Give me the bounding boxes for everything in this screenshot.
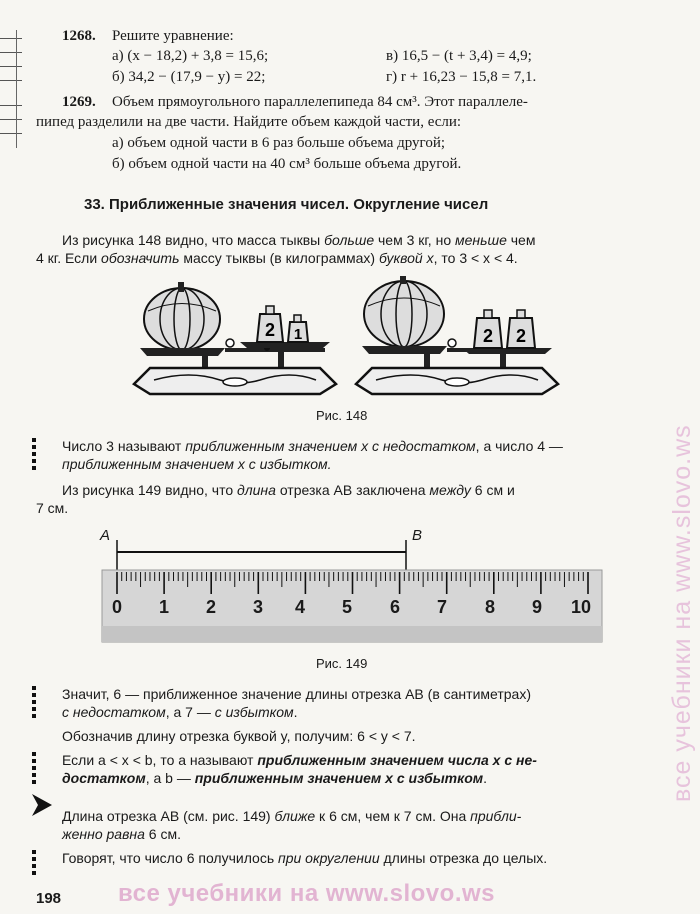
paragraph-1-line-2: 4 кг. Если обозначить массу тыквы (в килограммах) буквой x, то 3 < x < 4. [36, 250, 518, 266]
paragraph-6-marker [32, 850, 36, 878]
exercise-1269-a: а) объем одной части в 6 раз больше объема другой; [112, 135, 446, 151]
watermark-bottom: все учебники на www.slovo.ws [118, 880, 495, 907]
ruler-number-1: 1 [158, 597, 170, 617]
definition-2-marker [32, 752, 36, 787]
watermark-vertical: все учебники на www.slovo.ws [668, 424, 696, 802]
exercise-1269-line1: Объем прямоугольного параллелепипеда 84 см³. Этот параллеле- [112, 94, 528, 110]
paragraph-6: Говорят, что число 6 получилось при округлении длины отрезка до целых. [62, 850, 548, 866]
figure-148-scales [130, 276, 560, 402]
paragraph-2-line-1: Из рисунка 149 видно, что длина отрезка AB заключена между 6 см и [62, 482, 515, 498]
weight-label-4: 2 [515, 326, 527, 346]
paragraph-5-line-1: Длина отрезка AB (см. рис. 149) ближе к 6 см, чем к 7 см. Она прибли- [62, 808, 522, 824]
ruler-number-7: 7 [436, 597, 448, 617]
page-number: 198 [36, 890, 62, 907]
section-title: 33. Приближенные значения чисел. Округление чисел [84, 196, 489, 213]
paragraph-1-line-1: Из рисунка 148 видно, что масса тыквы больше чем 3 кг, но меньше чем [62, 232, 536, 248]
paragraph-3-marker [32, 686, 36, 721]
right-scale [356, 276, 558, 394]
paragraph-2-line-2: 7 см. [36, 500, 69, 516]
ruler-number-6: 6 [389, 597, 401, 617]
arrow-marker-icon [30, 792, 54, 818]
figure-148-caption: Рис. 148 [316, 408, 368, 423]
exercise-1268-g: г) r + 16,23 − 15,8 = 7,1. [386, 69, 537, 85]
ruler-number-3: 3 [252, 597, 264, 617]
ruler-number-9: 9 [531, 597, 543, 617]
weight-label-3: 2 [482, 326, 494, 346]
left-scale [134, 282, 336, 394]
ruler-number-5: 5 [341, 597, 353, 617]
exercise-1268-title: Решите уравнение: [112, 28, 234, 44]
paragraph-3-line-2: с недостатком, а 7 — с избытком. [62, 704, 298, 720]
point-a-label: A [100, 527, 111, 544]
figure-149-caption: Рис. 149 [316, 656, 368, 671]
point-b-label: B [412, 527, 423, 544]
definition-1-line-1: Число 3 называют приближенным значением x с недостатком, а число 4 — [62, 438, 563, 454]
exercise-1268-a: а) (x − 18,2) + 3,8 = 15,6; [112, 48, 269, 64]
exercise-1268-v: в) 16,5 − (t + 3,4) = 4,9; [386, 48, 532, 64]
exercise-1268-number: 1268. [62, 28, 96, 44]
ruler-number-2: 2 [205, 597, 217, 617]
definition-1-marker [32, 438, 36, 473]
definition-2-line-1: Если a < x < b, то a называют приближенным значением числа x с не- [62, 752, 537, 768]
exercise-1269-line2: пипед разделили на две части. Найдите объем каждой части, если: [36, 114, 462, 130]
weight-label-2: 1 [293, 326, 303, 343]
ruler-number-10: 10 [570, 597, 592, 617]
figure-149-ruler [100, 532, 610, 652]
paragraph-5-line-2: женно равна 6 см. [62, 826, 181, 842]
definition-1-line-2: приближенным значением x с избытком. [62, 456, 332, 472]
exercise-1269-number: 1269. [62, 94, 96, 110]
paragraph-4: Обозначив длину отрезка буквой y, получим: 6 < y < 7. [62, 728, 416, 744]
ruler-number-0: 0 [111, 597, 123, 617]
ruler-number-8: 8 [484, 597, 496, 617]
weight-label-1: 2 [264, 320, 276, 340]
watermark-vertical-container [668, 32, 696, 802]
paragraph-3-line-1: Значит, 6 — приближенное значение длины отрезка AB (в сантиметрах) [62, 686, 531, 702]
definition-2-line-2: достатком, а b — приближенным значением x с избытком. [62, 770, 487, 786]
exercise-1269-b: б) объем одной части на 40 см³ больше объема другой. [112, 156, 462, 172]
exercise-1268-b: б) 34,2 − (17,9 − y) = 22; [112, 69, 266, 85]
ruler-number-4: 4 [294, 597, 306, 617]
